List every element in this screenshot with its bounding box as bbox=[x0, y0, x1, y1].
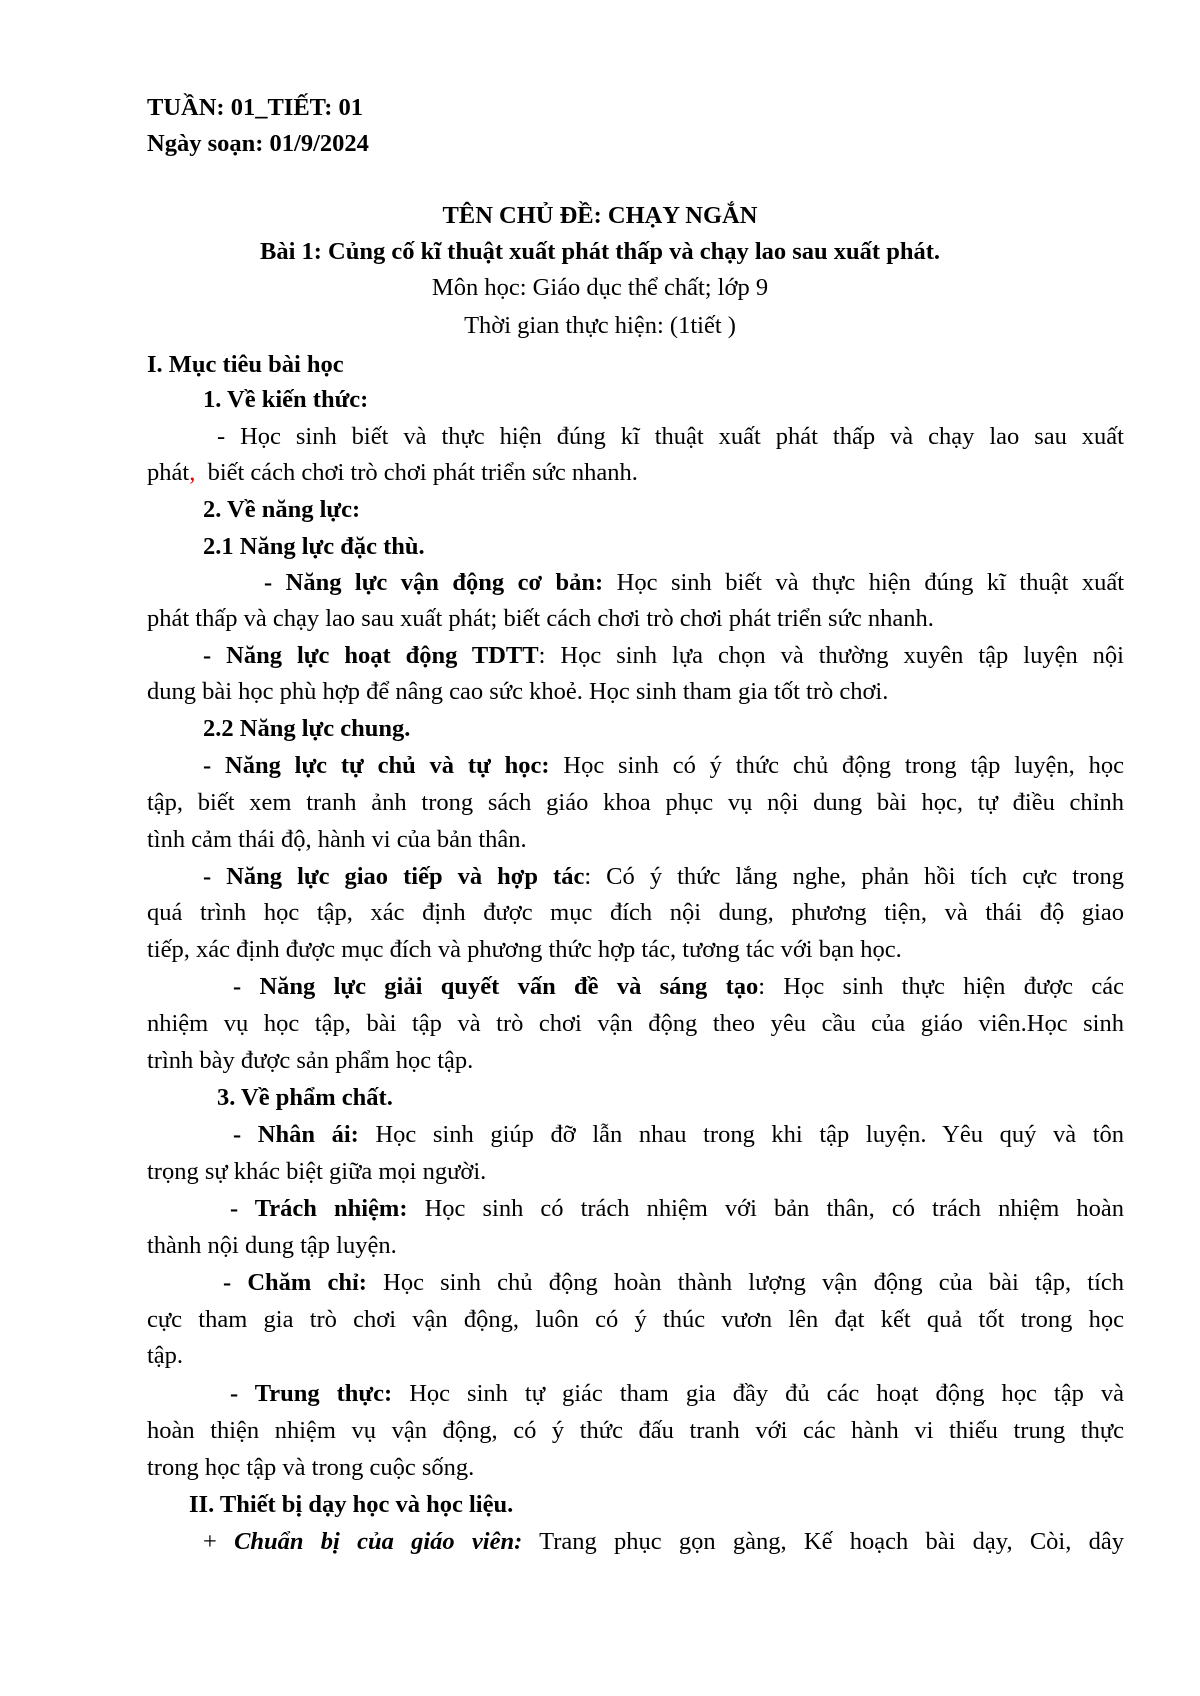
motor-competency-line: phát thấp và chạy lao sau xuất phát; biết cách chơi trò chơi phát triển sức nhanh. bbox=[147, 605, 934, 632]
section-2-heading: II. Thiết bị dạy học và học liệu. bbox=[189, 1491, 514, 1518]
general-competency-heading: 2.2 Năng lực chung. bbox=[203, 715, 411, 742]
communication-line: quá trình học tập, xác định được mục đích nội dung, phương tiện, và thái độ giao bbox=[147, 899, 1124, 926]
problem-solving-line: trình bày được sản phẩm học tập. bbox=[147, 1047, 474, 1074]
knowledge-text-line: - Học sinh biết và thực hiện đúng kĩ thuật xuất phát thấp và chạy lao sau xuất bbox=[217, 423, 1124, 450]
knowledge-text-line: phát, biết cách chơi trò chơi phát triển sức nhanh. bbox=[147, 459, 638, 486]
problem-solving-line: - Năng lực giải quyết vấn đề và sáng tạo: Học sinh thực hiện được các bbox=[233, 973, 1124, 1000]
time-line: Thời gian thực hiện: (1tiết ) bbox=[464, 312, 736, 339]
problem-solving-line: nhiệm vụ học tập, bài tập và trò chơi vận động theo yêu cầu của giáo viên.Học sinh bbox=[147, 1010, 1124, 1037]
motor-competency-line: - Năng lực vận động cơ bản: Học sinh biết và thực hiện đúng kĩ thuật xuất bbox=[264, 569, 1125, 596]
date-label: Ngày soạn: 01/9/2024 bbox=[147, 130, 369, 157]
communication-line: - Năng lực giao tiếp và hợp tác: Có ý thức lắng nghe, phản hồi tích cực trong bbox=[203, 863, 1125, 890]
sport-activity-line: dung bài học phù hợp để nâng cao sức khoẻ. Học sinh tham gia tốt trò chơi. bbox=[147, 678, 889, 705]
section-1-heading: I. Mục tiêu bài học bbox=[147, 351, 344, 378]
week-label: TUẦN: 01_TIẾT: 01 bbox=[147, 94, 363, 121]
diligence-line: cực tham gia trò chơi vận động, luôn có ý thúc vươn lên đạt kết quả tốt trong học bbox=[147, 1306, 1124, 1333]
topic-title: TÊN CHỦ ĐỀ: CHẠY NGẮN bbox=[442, 202, 758, 229]
sport-activity-line: - Năng lực hoạt động TDTT: Học sinh lựa chọn và thường xuyên tập luyện nội bbox=[203, 642, 1124, 669]
responsibility-line: - Trách nhiệm: Học sinh có trách nhiệm với bản thân, có trách nhiệm hoàn bbox=[230, 1195, 1124, 1222]
lesson-title: Bài 1: Củng cố kĩ thuật xuất phát thấp và chạy lao sau xuất phát. bbox=[259, 238, 941, 265]
kindness-line: - Nhân ái: Học sinh giúp đỡ lẫn nhau trong khi tập luyện. Yêu quý và tôn bbox=[233, 1121, 1125, 1148]
diligence-line: tập. bbox=[147, 1342, 184, 1369]
kindness-line: trọng sự khác biệt giữa mọi người. bbox=[147, 1158, 487, 1185]
competency-heading: 2. Về năng lực: bbox=[203, 496, 361, 523]
honesty-line: - Trung thực: Học sinh tự giác tham gia đầy đủ các hoạt động học tập và bbox=[230, 1380, 1125, 1407]
self-learning-line: - Năng lực tự chủ và tự học: Học sinh có ý thức chủ động trong tập luyện, học bbox=[203, 752, 1124, 779]
honesty-line: hoàn thiện nhiệm vụ vận động, có ý thức đấu tranh với các hành vi thiếu trung thực bbox=[147, 1417, 1124, 1444]
teacher-prep-line: + Chuẩn bị của giáo viên: Trang phục gọn gàng, Kế hoạch bài dạy, Còi, dây bbox=[203, 1528, 1124, 1555]
qualities-heading: 3. Về phẩm chất. bbox=[217, 1084, 393, 1111]
diligence-line: - Chăm chỉ: Học sinh chủ động hoàn thành lượng vận động của bài tập, tích bbox=[223, 1269, 1125, 1296]
self-learning-line: tình cảm thái độ, hành vi của bản thân. bbox=[147, 826, 527, 853]
subject-line: Môn học: Giáo dục thể chất; lớp 9 bbox=[431, 274, 769, 301]
knowledge-heading: 1. Về kiến thức: bbox=[203, 386, 369, 413]
self-learning-line: tập, biết xem tranh ảnh trong sách giáo khoa phục vụ nội dung bài học, tự điều chỉnh bbox=[147, 789, 1124, 816]
responsibility-line: thành nội dung tập luyện. bbox=[147, 1232, 397, 1259]
specific-competency-heading: 2.1 Năng lực đặc thù. bbox=[203, 533, 425, 560]
communication-line: tiếp, xác định được mục đích và phương thức hợp tác, tương tác với bạn học. bbox=[147, 936, 902, 963]
honesty-line: trong học tập và trong cuộc sống. bbox=[147, 1454, 475, 1481]
